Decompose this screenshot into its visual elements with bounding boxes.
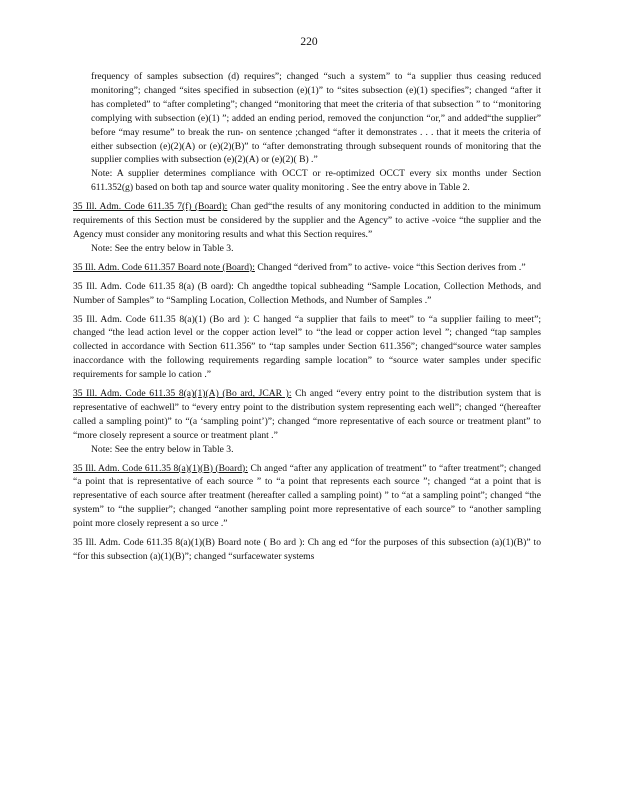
entry-text: Ch angedthe topical subheading “Sample Location, Collection Methods, and Number of Samples” to “Sampling Location, Collection Methods, and Number of Samples .” [73, 280, 541, 306]
entry-citation: 35 Ill. Adm. Code 611.35 8(a)(1)(B) Board note ( Bo ard ): [73, 537, 305, 549]
entry-text: Ch anged “after any application of treatment” to “after treatment”; changed “a point that is representative of each source ” to “a point that represents each source ”; changed “at a point that is representative of each source after treatment (hereafter called a sampling point) ” to “at a sampling point”; changed “the system” to “the supplier”; changed “another sampling point more representative of each source” to “another sampling point more closely represent a so urce .” [73, 462, 541, 530]
entry-citation: 35 Ill. Adm. Code 611.35 8(a)(1)(A) (Bo ard, JCAR ): [73, 388, 292, 400]
entry-text: C hanged “a supplier that fails to meet” to “a supplier failing to meet”; changed “the lead action level or the copper action level” to “the lead or copper action level ”; changed “tap samples collected in accordance with Section 611.356” to “tap samples under Section 611.356”; changed“source water samples inaccordance with the following requirements regarding sample location” to “source water samples under specific requirements for sample lo cation .” [73, 313, 542, 381]
page-number: 220 [300, 36, 318, 48]
entry-citation: 35 Ill. Adm. Code 611.35 8(a) (B oard): [73, 280, 234, 292]
entry-611-357-board-note [73, 261, 541, 275]
entry-citation: 35 Ill. Adm. Code 611.357 Board note (Board): [73, 261, 255, 273]
entry-text: Changed “derived from” to active- voice “this Section derives from .” [257, 261, 526, 273]
entry-citation: 35 Ill. Adm. Code 611.35 7(f) (Board): [73, 201, 228, 213]
entry-611-358-a-1 [73, 313, 541, 383]
entry-text: Chan ged“the results of any monitoring conducted in addition to the minimum requirements of this Section must be considered by the supplier and the Agency” to active -voice “the supplier and the Agency must consider any monitoring results and what this Section requires.” [73, 201, 541, 240]
entry-611-358-a-1-a [73, 387, 541, 457]
entry-611-358-a-1-b [73, 462, 541, 532]
entry-611-358-a [73, 280, 541, 308]
entry-note: Note: See the entry below in Table 3. [91, 242, 234, 254]
document-body [73, 70, 541, 564]
entry-citation: 35 Ill. Adm. Code 611.35 8(a)(1) (Bo ard ): [73, 313, 250, 325]
entry-citation: 35 Ill. Adm. Code 611.35 8(a)(1)(B) (Board): [73, 462, 248, 474]
lead-paragraph-note: Note: A supplier determines compliance with OCCT or re-optimized OCCT every six months under Section 611.352(g) based on both tap and source water quality monitoring . See the entry above in Table 2. [91, 168, 541, 194]
entry-611-357-f [73, 200, 541, 256]
entry-note: Note: See the entry below in Table 3. [91, 443, 234, 455]
entry-611-358-a-1-b-board-note [73, 536, 541, 564]
entry-text: Ch ang ed “for the purposes of this subsection (a)(1)(B)” to “for this subsection (a)(1)(B)”; changed “surfacewater systems [73, 537, 541, 562]
lead-paragraph-text: frequency of samples subsection (d) requires”; changed “such a system” to “a supplier thus ceasing reduced monitoring”; changed “sites specified in subsection (e)(1)” to “sites subsection (e)(1) specifies”; changed “after it has completed” to “after completing”; changed “monitoring that meet the criteria of that subsection ” to ‘‘monitoring complying with subsection (e)(1) ”; added an ending period, removed the conjunction “or,” and added“the supplier” before “may resume” to break the run- on sentence ;changed “after it demonstrates . . . that it meets the criteria of either subsection (e)(2)(A) or (e)(2)(B)” to “after demonstrating through subsequent rounds of monitoring that the supplier complies with subsection (e)(2)(A) or (e)(2)( B) .” [91, 71, 541, 166]
lead-paragraph [91, 70, 541, 195]
entry-text: Ch anged “every entry point to the distribution system that is representative of eachwell” to “every entry point to the distribution system representing each well”; changed “(hereafter called a sampling point)” to “(a ‘sampling point’)”; changed “more representative of each source or treatment plant” to “more closely represent a source or treatment plant .” [73, 388, 541, 441]
